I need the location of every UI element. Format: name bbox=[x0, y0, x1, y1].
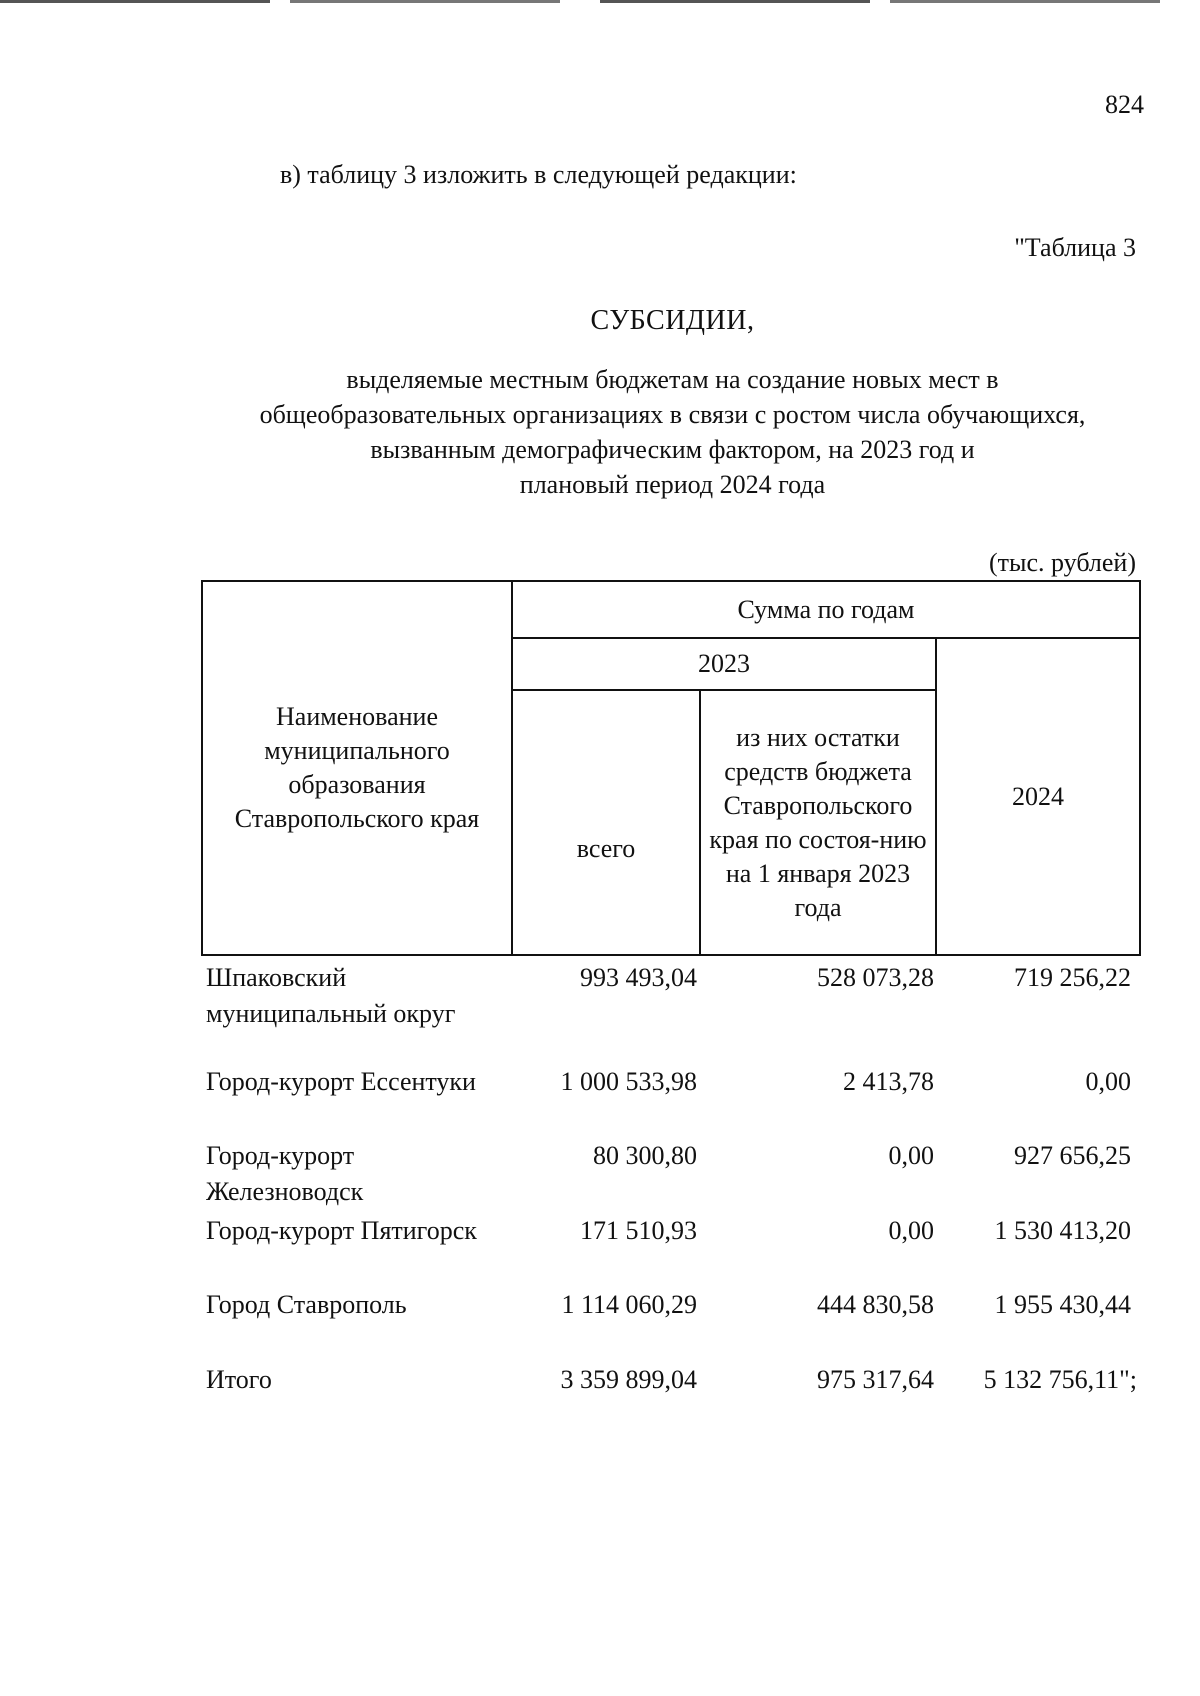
header-year-2024: 2024 bbox=[936, 638, 1140, 955]
total-2023-value: 171 510,93 bbox=[580, 1216, 697, 1245]
total-2024-value: 1 530 413,20 bbox=[994, 1216, 1131, 1245]
document-subtitle bbox=[180, 362, 1165, 502]
total-2024-value: 0,00 bbox=[1085, 1067, 1131, 1096]
page-number: 824 bbox=[1105, 90, 1144, 119]
subtitle-line: общеобразовательных организациях в связи с ростом числа обучающихся, bbox=[259, 400, 1086, 429]
total-2024-sum: 5 132 756,11"; bbox=[983, 1365, 1137, 1394]
scan-edge-line bbox=[0, 0, 1200, 3]
municipality-name: Город-курорт Ессентуки bbox=[206, 1067, 476, 1096]
subtitle-line: вызванным демографическим фактором, на 2023 год и bbox=[370, 435, 975, 464]
remainder-2023-value: 2 413,78 bbox=[843, 1067, 934, 1096]
remainder-2023-sum: 975 317,64 bbox=[817, 1365, 934, 1394]
units-label: (тыс. рублей) bbox=[988, 548, 1136, 577]
municipality-name: Город-курорт Пятигорск bbox=[206, 1216, 477, 1245]
total-2023-value: 1 114 060,29 bbox=[561, 1290, 697, 1319]
remainder-2023-value: 528 073,28 bbox=[817, 963, 934, 992]
subtitle-line: плановый период 2024 года bbox=[519, 470, 826, 499]
total-2024-value: 719 256,22 bbox=[1014, 963, 1131, 992]
total-2023-value: 80 300,80 bbox=[593, 1141, 697, 1170]
municipality-name: Шпаковский муниципальный округ bbox=[206, 963, 456, 1028]
document-title: СУБСИДИИ, bbox=[590, 305, 755, 336]
intro-text: в) таблицу 3 изложить в следующей редакции: bbox=[280, 160, 797, 189]
total-2024-value: 927 656,25 bbox=[1014, 1141, 1131, 1170]
total-2023-sum: 3 359 899,04 bbox=[560, 1365, 697, 1394]
remainder-2023-value: 444 830,58 bbox=[817, 1290, 934, 1319]
header-remainder: из них остатки средств бюджета Ставропольского края по состоя-нию на 1 января 2023 года bbox=[700, 690, 936, 955]
subtitle-line: выделяемые местным бюджетам на создание новых мест в bbox=[346, 365, 999, 394]
total-2023-value: 1 000 533,98 bbox=[560, 1067, 697, 1096]
header-year-2023: 2023 bbox=[512, 638, 936, 690]
header-sum-by-years: Сумма по годам bbox=[512, 581, 1140, 638]
table-label: "Таблица 3 bbox=[1014, 233, 1136, 262]
municipality-name: Город-курорт Железноводск bbox=[206, 1141, 364, 1206]
header-municipality-name: Наименование муниципального образования Ставропольского края bbox=[202, 581, 512, 955]
total-2023-value: 993 493,04 bbox=[580, 963, 697, 992]
remainder-2023-value: 0,00 bbox=[888, 1216, 934, 1245]
totals-label: Итого bbox=[206, 1365, 272, 1394]
remainder-2023-value: 0,00 bbox=[888, 1141, 934, 1170]
total-2024-value: 1 955 430,44 bbox=[994, 1290, 1131, 1319]
municipality-name: Город Ставрополь bbox=[206, 1290, 407, 1319]
header-total: всего bbox=[512, 690, 700, 955]
table-header bbox=[201, 580, 1141, 956]
